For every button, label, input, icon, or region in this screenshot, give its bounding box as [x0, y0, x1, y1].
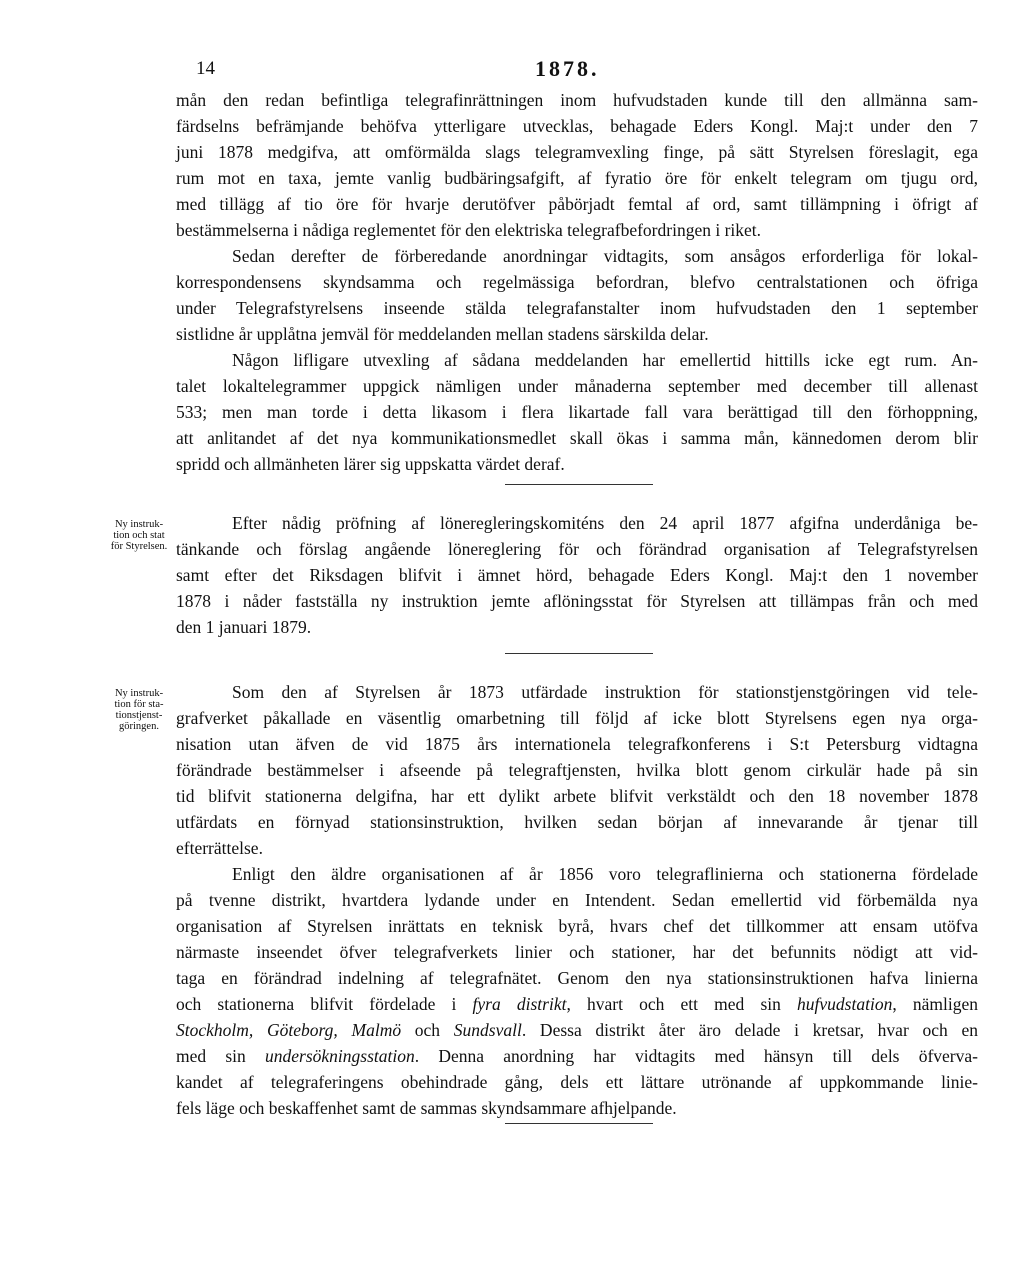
- text-line: förändrade bestämmelser i afseende på telegraftjensten, hvilka blott genom cirkulär hade på sin: [176, 760, 978, 780]
- text-line: juni 1878 medgifva, att omförmälda slags telegramvexling finge, på sätt Styrelsen föreslagit, ega: [176, 142, 978, 162]
- italic-run: Sundsvall: [453, 1020, 522, 1040]
- text-line: rum mot en taxa, jemte vanlig budbäringsafgift, af fyratio öre för enkelt telegram om tjugu ord,: [176, 168, 978, 188]
- text-run: , nämligen: [892, 994, 978, 1014]
- text-line: taga en förändrad indelning af telegrafnätet. Genom den nya stationsinstruktionen hafva linierna: [176, 968, 978, 988]
- text-run: och: [401, 1020, 454, 1040]
- text-line: den 1 januari 1879.: [176, 617, 312, 637]
- text-run: , hvart och ett med sin: [566, 994, 798, 1014]
- page-year: 1878.: [535, 56, 600, 81]
- text-line: [176, 1017, 978, 1043]
- section-divider: [505, 653, 653, 654]
- section-new-instruction-board: [176, 510, 978, 640]
- italic-run: hufvudstation: [797, 994, 893, 1014]
- text-line: med tillägg af tio öre för hvarje derutöfver påbörjadt femtal af ord, samt tillämpning i öfrigt af: [176, 194, 978, 214]
- text-line: Som den af Styrelsen år 1873 utfärdade instruktion för stationstjenstgöringen vid tele-: [232, 682, 978, 702]
- italic-run: fyra distrikt: [472, 994, 567, 1014]
- text-line: Enligt den äldre organisationen af år 1856 voro telegraflinierna och stationerna fördelade: [232, 864, 978, 884]
- text-line: att anlitandet af det nya kommunikationsmedlet skall ökas i samma mån, kännedomen derom blir: [176, 428, 978, 448]
- text-line: samt efter det Riksdagen blifvit i ämnet hörd, behagade Eders Kongl. Maj:t den 1 november: [176, 565, 978, 585]
- text-line: nisation utan äfven de vid 1875 års internationela telegrafkonferens i S:t Petersburg vidtagna: [176, 734, 978, 754]
- page-number: 14: [196, 58, 215, 79]
- text-line: Efter nådig pröfning af löneregleringskomiténs den 24 april 1877 afgifna underdåniga be-: [232, 513, 978, 533]
- margin-note: Ny instruk- tion och stat för Styrelsen.: [110, 519, 168, 552]
- text-line: sistlidne år upplåtna jemväl för meddelanden mellan stadens särskilda delar.: [176, 324, 709, 344]
- text-line: på tvenne distrikt, hvartdera lydande under en Intendent. Sedan emellertid vid förbemälda nya: [176, 890, 978, 910]
- text-line: kandet af telegraferingens obehindrade gång, dels ett lättare utrönande af uppkommande linie-: [176, 1072, 978, 1092]
- text-run: . Dessa distrikt åter äro delade i kretsar, hvar och en: [521, 1020, 978, 1040]
- text-line: tänkande och förslag angående lönereglering för och förändrad organisation af Telegrafstyrelsen: [176, 539, 978, 559]
- text-line: [176, 1043, 978, 1069]
- text-line: utfärdats en förnyad stationsinstruktion, hvilken sedan början af innevarande år tjenar till: [176, 812, 978, 832]
- text-run: med sin: [176, 1046, 265, 1066]
- margin-note: Ny instruk- tion för sta- tionstjenst- göringen.: [114, 688, 164, 732]
- text-line: färdselns befrämjande behöfva ytterligare utvecklas, behagade Eders Kongl. Maj:t under den 7: [176, 116, 978, 136]
- text-line: organisation af Styrelsen inrättats en teknisk byrå, hvars chef det tillkommer att ensam utöfva: [176, 916, 978, 936]
- text-line: fels läge och beskaffenhet samt de sammas skyndsammare afhjelpande.: [176, 1098, 677, 1118]
- italic-run: undersökningsstation: [265, 1046, 415, 1066]
- text-line: 1878 i nåder fastställa ny instruktion jemte aflöningsstat för Styrelsen att tillämpas från och med: [176, 591, 978, 611]
- section-local-telegrams: [176, 87, 978, 477]
- text-line: talet lokaltelegrammer uppgick nämligen under månaderna september med december till allenast: [176, 376, 978, 396]
- text-line: grafverket påkallade en väsentlig omarbetning till följd af icke blott Styrelsens egen nya orga-: [176, 708, 978, 728]
- text-line: närmaste inseendet öfver telegrafverkets linier och stationer, har det befunnits nödigt att vid-: [176, 942, 978, 962]
- text-line: [176, 991, 978, 1017]
- text-line: efterrättelse.: [176, 838, 263, 858]
- text-line: bestämmelserna i nådiga reglementet för den elektriska telegrafbefordringen i riket.: [176, 220, 762, 240]
- text-line: spridd och allmänheten lärer sig uppskatta värdet deraf.: [176, 454, 565, 474]
- text-line: Någon lifligare utvexling af sådana meddelanden har emellertid hittills icke egt rum. An-: [232, 350, 978, 370]
- text-line: mån den redan befintliga telegrafinrättningen inom hufvudstaden kunde till den allmänna sam-: [176, 90, 978, 110]
- text-run: . Denna anordning har vidtagits med hänsyn till dels öfverva-: [414, 1046, 978, 1066]
- section-divider: [505, 484, 653, 485]
- text-line: tid blifvit stationerna delgifna, har ett dylikt arbete blifvit verkstäldt och den 18 november 1878: [176, 786, 978, 806]
- text-line: Sedan derefter de förberedande anordningar vidtagits, som ansågos erforderliga för lokal-: [232, 246, 978, 266]
- italic-run: Stockholm, Göteborg, Malmö: [176, 1020, 402, 1040]
- section-divider: [505, 1123, 653, 1124]
- text-line: 533; men man torde i detta likasom i flera likartade fall vara berättigad till den förhoppning,: [176, 402, 978, 422]
- text-run: och stationerna blifvit fördelade i: [176, 994, 473, 1014]
- text-line: korrespondensens skyndsamma och regelmässiga befordran, blefvo centralstationen och öfriga: [176, 272, 978, 292]
- section-new-instruction-stations: [176, 679, 978, 1121]
- text-line: under Telegrafstyrelsens inseende stälda telegrafanstalter inom hufvudstaden den 1 september: [176, 298, 978, 318]
